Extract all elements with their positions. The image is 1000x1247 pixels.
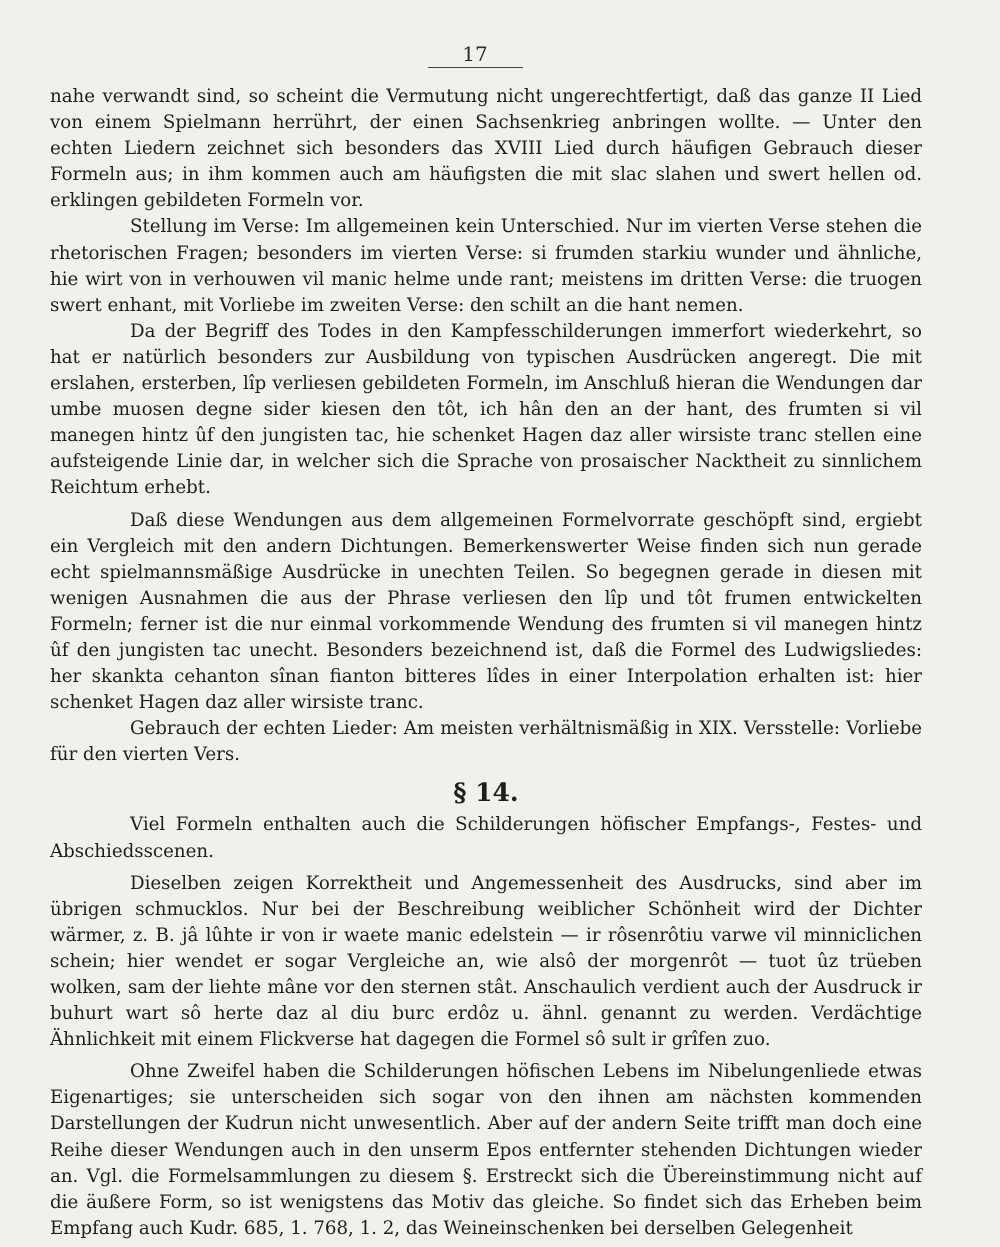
body-text — [50, 84, 922, 1242]
paragraph-stellung: Stellung im Verse: Im allgemeinen kein Unterschied. Nur im vierten Verse stehen die rhetorischen Fragen; besonders im vierten Verse: si frumden starkiu wunder und ähnliche, hie wirt von in verhouwen vil manic helme unde rant; meistens im dritten Verse: die truogen swert enhant, mit Vorliebe im zweiten Verse: den schilt an die hant nemen. — [50, 216, 922, 316]
paragraph-korrektheit: Dieselben zeigen Korrektheit und Angemessenheit des Ausdrucks, sind aber im übrigen schmucklos. Nur bei der Beschreibung weiblicher Schönheit wird der Dichter wärmer, z. B. jâ lûhte ir von ir waete manic edelstein — ir rôsenrôtiu varwe vil minniclichen schein; hier wendet er sogar Vergleiche an, wie alsô der morgenrôt — tuot ûz trüeben wolken, sam der liehte mâne vor den sternen stât. Anschaulich verdient auch der Ausdruck ir buhurt wart sô herte daz al diu burc erdôz u. ähnl. genannt zu werden. Verdächtige Ähnlichkeit mit einem Flickverse hat dagegen die Formel sô sult ir grîfen zuo. — [50, 872, 922, 1051]
page-number: 17 — [462, 42, 488, 66]
paragraph-todes: Da der Begriff des Todes in den Kampfesschilderungen immerfort wiederkehrt, so hat er natürlich besonders zur Ausbildung von typischen Ausdrücken angeregt. Die mit erslahen, ersterben, lîp verliesen gebildeten Formeln, im Anschluß hieran die Wendungen dar umbe muosen degne sider kiesen den tôt, ich hân den an der hant, des frumten si vil manegen hintz ûf den jungisten tac, hie schenket Hagen daz aller wirsiste tranc stellen eine aufsteigende Linie dar, in welcher sich die Sprache von prosaischer Nacktheit zu sinnlichem Reichtum erhebt. — [50, 320, 922, 499]
paragraph-gebrauch: Gebrauch der echten Lieder: Am meisten verhältnismäßig in XIX. Versstelle: Vorliebe für den vierten Vers. — [50, 718, 922, 766]
paragraph-wendungen: Daß diese Wendungen aus dem allgemeinen Formelvorrate geschöpft sind, ergiebt ein Vergleich mit den andern Dichtungen. Bemerkenswerter Weise finden sich nun gerade echt spielmannsmäßige Ausdrücke in unechten Teilen. So begegnen gerade in diesen mit wenigen Ausnahmen die aus der Phrase verliesen den lîp und tôt frumen entwickelten Formeln; ferner ist die nur einmal vorkommende Wendung des frumten si vil manegen hintz ûf den jungisten tac unecht. Besonders bezeichnend ist, daß die Formel des Ludwigsliedes: her skankta cehanton sînan fianton bitteres lîdes in einer Interpolation erhalten ist: hier schenket Hagen daz aller wirsiste tranc. — [50, 509, 922, 714]
paragraph-formeln: Viel Formeln enthalten auch die Schilderungen höfischer Empfangs-, Festes- und Abschiedsscenen. — [50, 814, 922, 862]
section-heading: § 14. — [453, 778, 519, 808]
paragraph-continuation: nahe verwandt sind, so scheint die Vermutung nicht ungerechtfertigt, daß das ganze II Lied von einem Spielmann herrührt, der einen Sachsenkrieg anbringen wollte. — Unter den echten Liedern zeichnet sich besonders das XVIII Lied durch häufigen Gebrauch dieser Formeln aus; in ihm kommen auch am häufigsten die mit slac slahen und swert hellen od. erklingen gebildeten Formeln vor. — [50, 86, 922, 212]
page-number-rule — [428, 67, 523, 68]
paragraph-zweifel: Ohne Zweifel haben die Schilderungen höfischen Lebens im Nibelungenliede etwas Eigenartiges; sie unterscheiden sich sogar von den ihnen am nächsten kommenden Darstellungen der Kudrun nicht unwesentlich. Aber auf der andern Seite trifft man doch eine Reihe dieser Wendungen auch in den unserm Epos entfernter stehenden Dichtungen wieder an. Vgl. die Formelsammlungen zu diesem §. Erstreckt sich die Übereinstimmung nicht auf die äußere Form, so ist wenigstens das Motiv das gleiche. So findet sich das Erheben beim Empfang auch Kudr. 685, 1. 768, 1. 2, das Weineinschenken bei derselben Gelegenheit — [50, 1061, 922, 1239]
